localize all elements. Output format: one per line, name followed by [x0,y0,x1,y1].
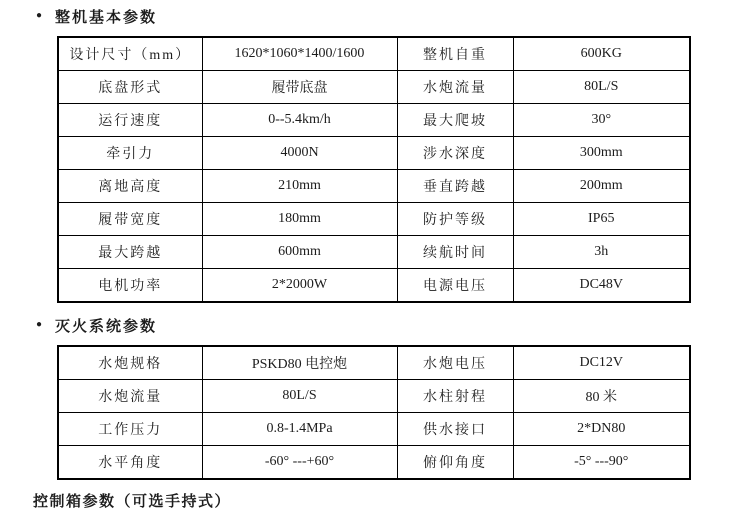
param-value-cell: 30° [513,104,690,137]
param-value-cell: PSKD80 电控炮 [202,346,397,380]
param-name-cell: 运行速度 [58,104,202,137]
param-value-cell: 80L/S [202,380,397,413]
param-value-cell: 0--5.4km/h [202,104,397,137]
param-name-cell: 底盘形式 [58,71,202,104]
param-name-cell: 水平角度 [58,446,202,480]
table-row [58,236,690,269]
param-value-cell: 210mm [202,170,397,203]
table-row [58,104,690,137]
param-value-cell: 1620*1060*1400/1600 [202,37,397,71]
param-name-cell: 供水接口 [397,413,513,446]
table-row [58,37,690,71]
param-value-cell: 600mm [202,236,397,269]
section-title: 灭火系统参数 [55,319,158,335]
param-value-cell: 600KG [513,37,690,71]
table-row [58,203,690,236]
table-row [58,413,690,446]
param-name-cell: 设计尺寸（mm） [58,37,202,71]
param-name-cell: 垂直跨越 [397,170,513,203]
table-row [58,446,690,480]
machine-params-table [57,36,691,303]
param-value-cell: 80L/S [513,71,690,104]
param-name-cell: 水炮规格 [58,346,202,380]
param-name-cell: 电机功率 [58,269,202,303]
param-name-cell: 水炮流量 [58,380,202,413]
param-name-cell: 水炮电压 [397,346,513,380]
section-header-fire-system-params [36,315,157,336]
table-row [58,269,690,303]
param-value-cell: 0.8-1.4MPa [202,413,397,446]
table-row [58,380,690,413]
param-value-cell: 200mm [513,170,690,203]
param-value-cell: 300mm [513,137,690,170]
param-value-cell: DC48V [513,269,690,303]
param-name-cell: 电源电压 [397,269,513,303]
table-row [58,71,690,104]
bullet-icon: ● [36,10,43,21]
param-value-cell: 2*DN80 [513,413,690,446]
table-row [58,346,690,380]
param-value-cell: DC12V [513,346,690,380]
param-value-cell: -5° ---90° [513,446,690,480]
param-value-cell: 3h [513,236,690,269]
param-value-cell: IP65 [513,203,690,236]
table-row [58,137,690,170]
param-name-cell: 水柱射程 [397,380,513,413]
param-name-cell: 最大爬坡 [397,104,513,137]
param-name-cell: 整机自重 [397,37,513,71]
param-name-cell: 水炮流量 [397,71,513,104]
param-name-cell: 续航时间 [397,236,513,269]
table-row [58,170,690,203]
param-value-cell: 180mm [202,203,397,236]
param-name-cell: 涉水深度 [397,137,513,170]
param-name-cell: 防护等级 [397,203,513,236]
section-header-control-box-params: 控制箱参数（可选手持式） [33,494,232,510]
param-value-cell: 80 米 [513,380,690,413]
param-value-cell: 2*2000W [202,269,397,303]
param-name-cell: 离地高度 [58,170,202,203]
section-title: 整机基本参数 [55,10,158,26]
param-value-cell: -60° ---+60° [202,446,397,480]
param-name-cell: 牵引力 [58,137,202,170]
param-name-cell: 履带宽度 [58,203,202,236]
fire-system-params-table [57,345,691,480]
param-name-cell: 工作压力 [58,413,202,446]
bullet-icon: ● [36,319,43,330]
param-value-cell: 履带底盘 [202,71,397,104]
param-value-cell: 4000N [202,137,397,170]
section-header-machine-params [36,6,157,27]
param-name-cell: 俯仰角度 [397,446,513,480]
param-name-cell: 最大跨越 [58,236,202,269]
